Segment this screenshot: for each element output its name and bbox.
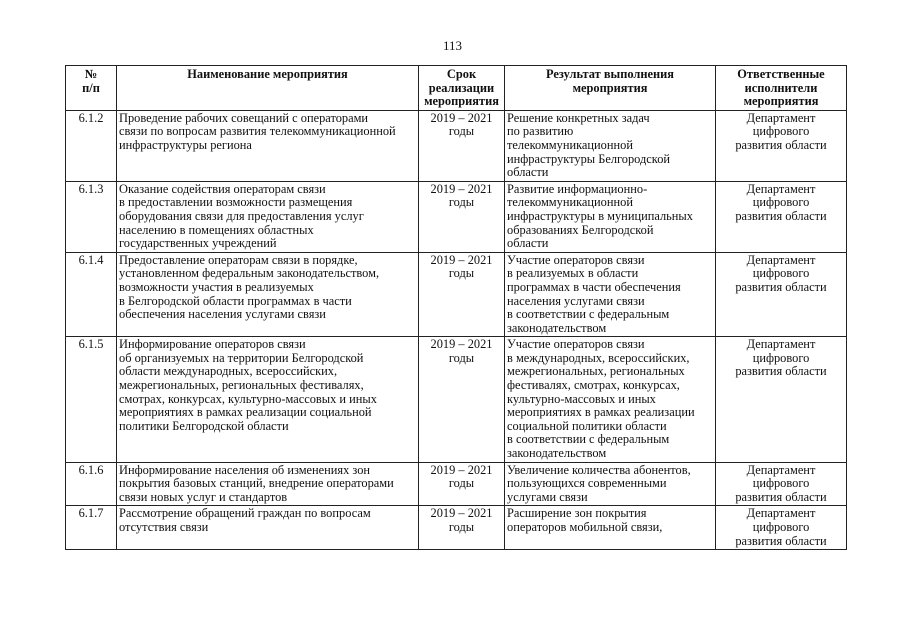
table-row: [66, 110, 847, 181]
cell-result: Участие операторов связи в реализуемых в области программах в части обеспечения населения услугами связи в соответствии с федеральным законодательством: [505, 252, 716, 337]
cell-responsible: Департамент цифрового развития области: [716, 462, 847, 506]
cell-num: 6.1.6: [66, 462, 117, 506]
cell-responsible: Департамент цифрового развития области: [716, 506, 847, 550]
cell-name: Предоставление операторам связи в порядке, установленном федеральным законодательством, возможности участия в реализуемых в Белгородской области программах в части обеспечения населения услугами связи: [117, 252, 419, 337]
cell-responsible: Департамент цифрового развития области: [716, 252, 847, 337]
table-row: [66, 462, 847, 506]
cell-result: Увеличение количества абонентов, пользующихся современными услугами связи: [505, 462, 716, 506]
cell-term: 2019 – 2021 годы: [419, 337, 505, 462]
cell-result: Участие операторов связи в международных, всероссийских, межрегиональных, региональных фестивалях, смотрах, конкурсах, культурно-массовых и иных мероприятиях в рамках реализации социальной политики области в соответствии с федеральным законодательством: [505, 337, 716, 462]
page-number: 113: [442, 38, 463, 53]
cell-num: 6.1.7: [66, 506, 117, 550]
header-term: Срок реализации мероприятия: [419, 66, 505, 111]
cell-name: Информирование населения об изменениях зон покрытия базовых станций, внедрение операторами связи новых услуг и стандартов: [117, 462, 419, 506]
cell-name: Информирование операторов связи об организуемых на территории Белгородской области международных, всероссийских, межрегиональных, региональных фестивалях, смотрах, конкурсах, культурно-массовых и иных мероприятиях в рамках реализации социальной политики Белгородской области: [117, 337, 419, 462]
cell-num: 6.1.2: [66, 110, 117, 181]
cell-name: Рассмотрение обращений граждан по вопросам отсутствия связи: [117, 506, 419, 550]
table-row: [66, 506, 847, 550]
cell-term: 2019 – 2021 годы: [419, 110, 505, 181]
header-name: Наименование мероприятия: [117, 66, 419, 111]
header-result: Результат выполнения мероприятия: [505, 66, 716, 111]
cell-name: Оказание содействия операторам связи в предоставлении возможности размещения оборудования связи для предоставления услуг населению в помещениях областных государственных учреждений: [117, 181, 419, 252]
cell-num: 6.1.5: [66, 337, 117, 462]
cell-num: 6.1.4: [66, 252, 117, 337]
cell-name: Проведение рабочих совещаний с операторами связи по вопросам развития телекоммуникационной инфраструктуры региона: [117, 110, 419, 181]
table-row: [66, 181, 847, 252]
cell-responsible: Департамент цифрового развития области: [716, 181, 847, 252]
measures-table: [65, 65, 847, 550]
cell-result: Развитие информационно- телекоммуникационной инфраструктуры в муниципальных образованиях Белгородской области: [505, 181, 716, 252]
cell-num: 6.1.3: [66, 181, 117, 252]
cell-result: Расширение зон покрытия операторов мобильной связи,: [505, 506, 716, 550]
cell-responsible: Департамент цифрового развития области: [716, 337, 847, 462]
header-responsible: Ответственные исполнители мероприятия: [716, 66, 847, 111]
cell-term: 2019 – 2021 годы: [419, 181, 505, 252]
table-row: [66, 337, 847, 462]
cell-term: 2019 – 2021 годы: [419, 462, 505, 506]
cell-result: Решение конкретных задач по развитию телекоммуникационной инфраструктуры Белгородской области: [505, 110, 716, 181]
cell-term: 2019 – 2021 годы: [419, 506, 505, 550]
table-header-row: [66, 66, 847, 111]
table-row: [66, 252, 847, 337]
header-num: № п/п: [66, 66, 117, 111]
cell-responsible: Департамент цифрового развития области: [716, 110, 847, 181]
cell-term: 2019 – 2021 годы: [419, 252, 505, 337]
